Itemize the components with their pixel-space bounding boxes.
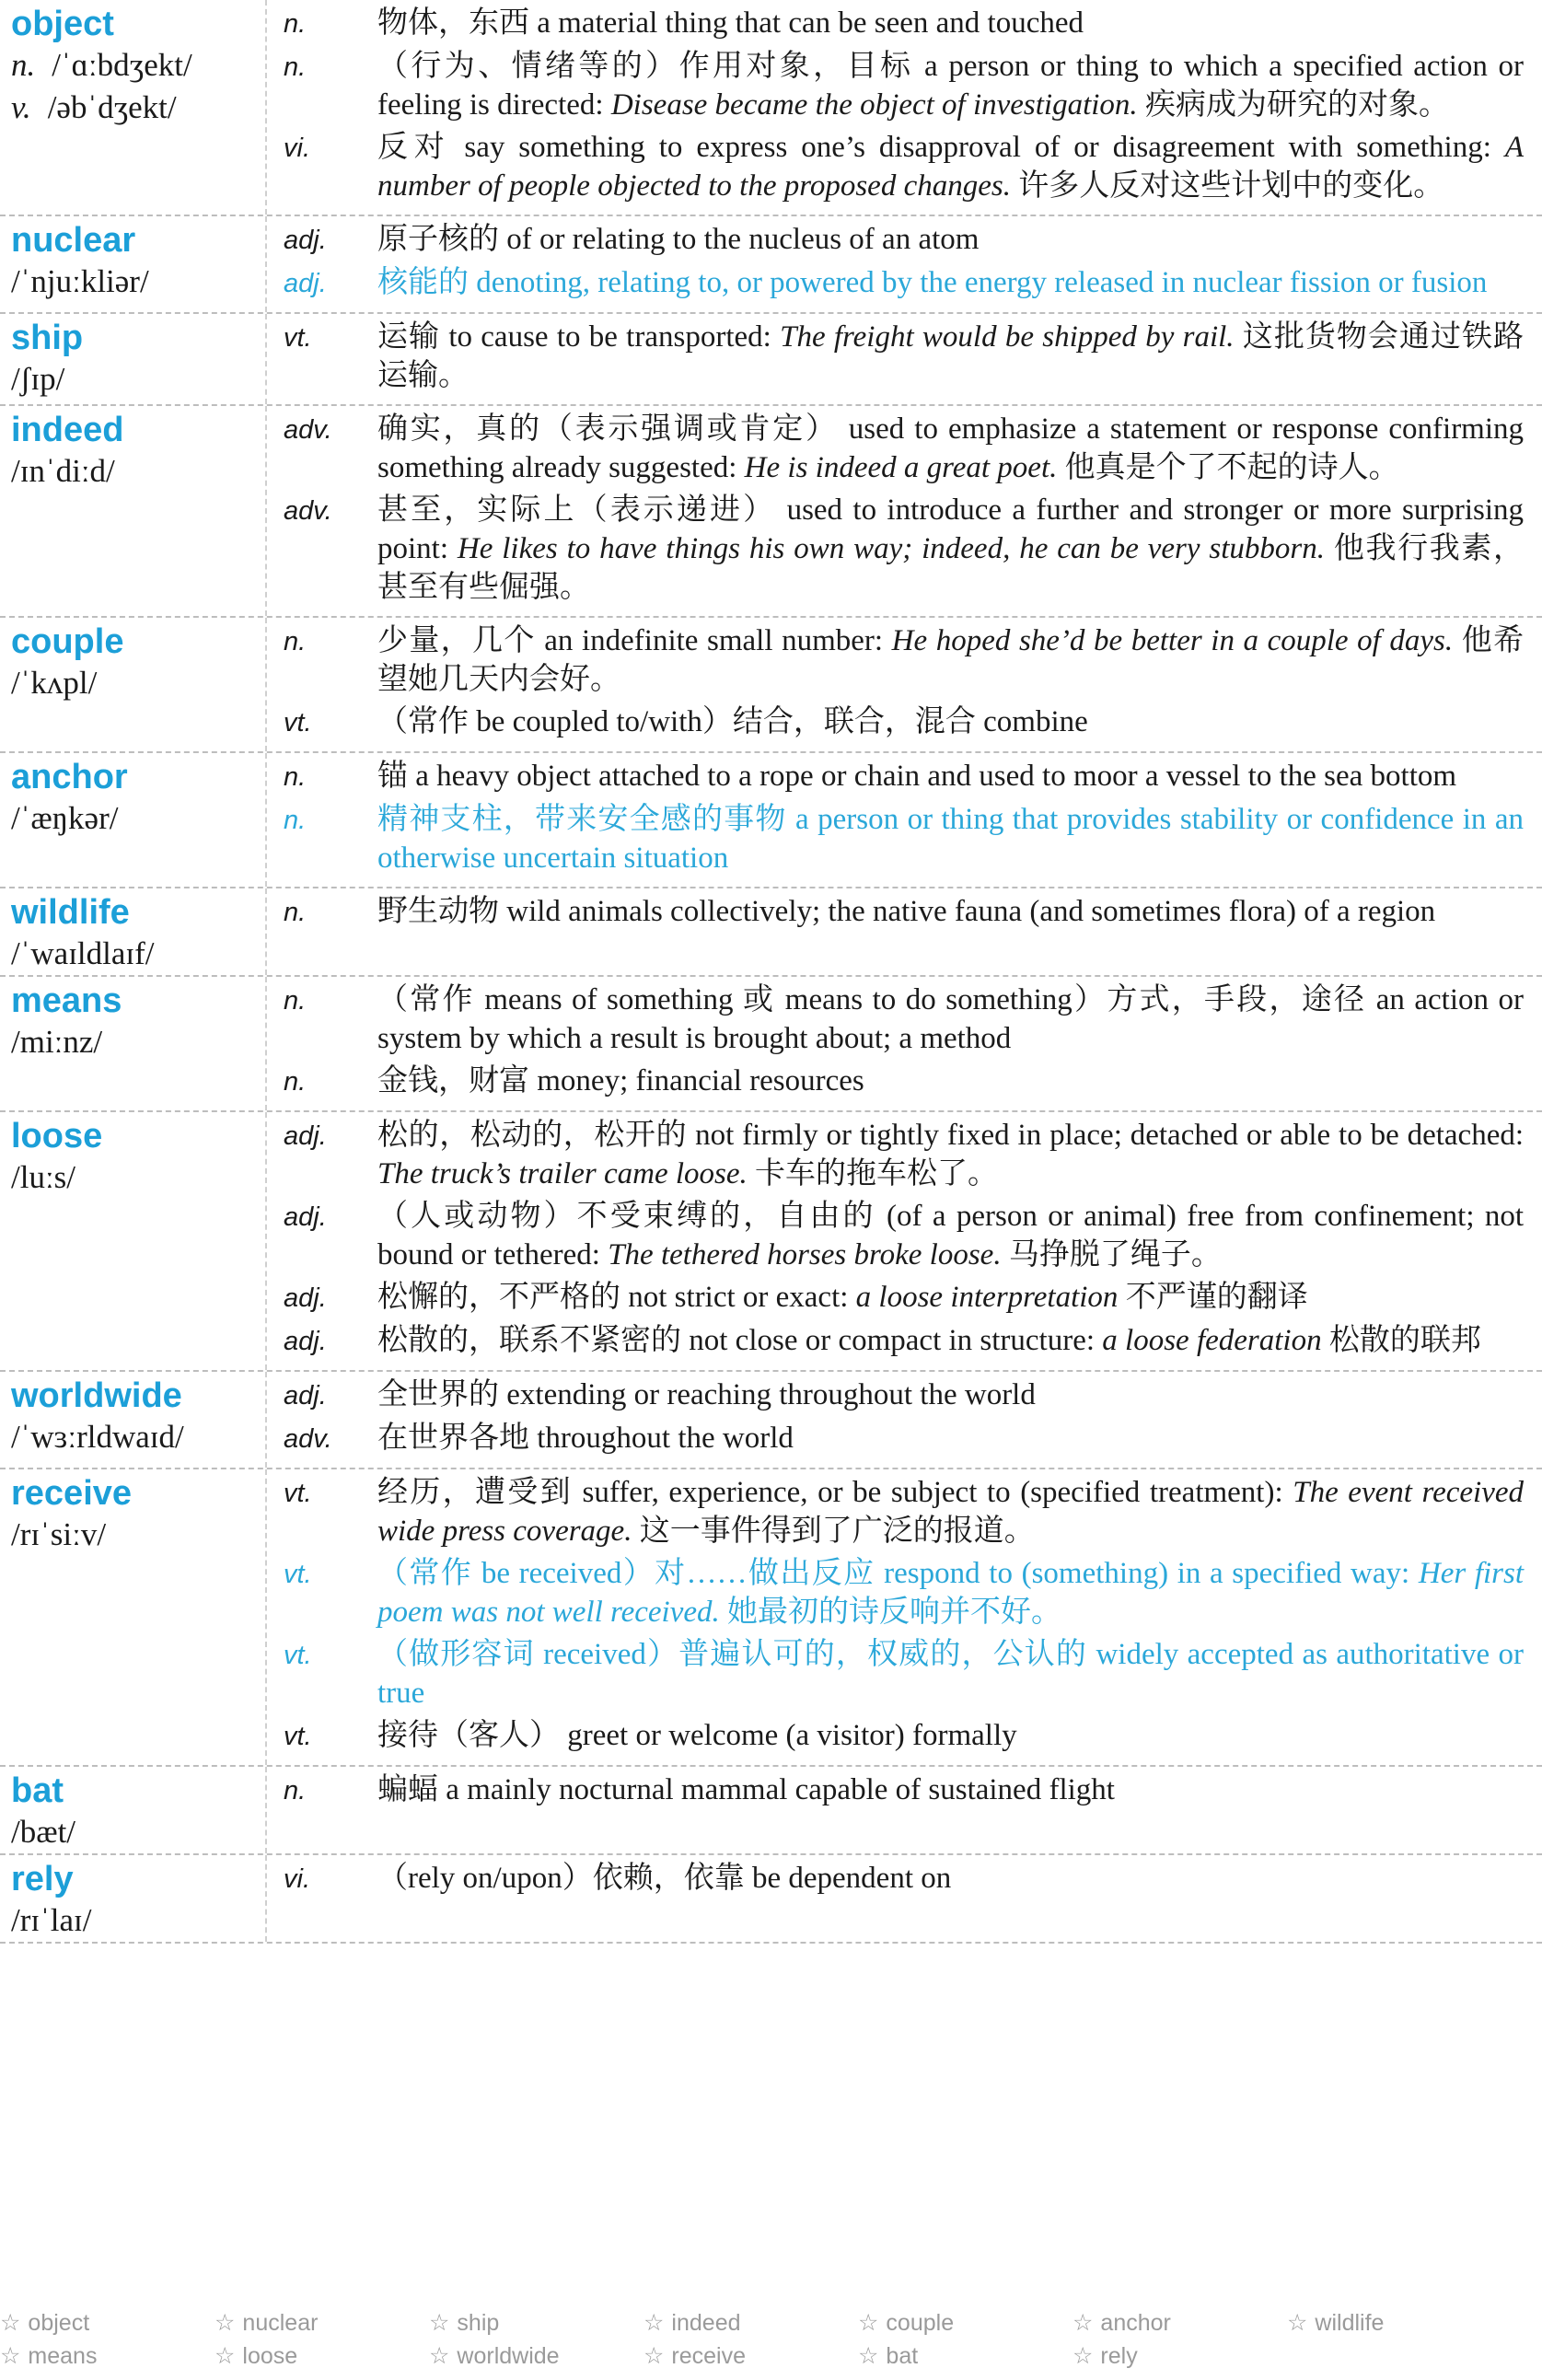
example-sentence: The tethered horses broke loose. [608, 1238, 1002, 1271]
entry-nuclear [0, 216, 1542, 314]
definition [377, 892, 1524, 932]
footer-word: indeed [671, 2310, 741, 2336]
example-translation: 他真是个了不起的诗人。 [1064, 451, 1399, 484]
sense [284, 1278, 1524, 1318]
headword-column [0, 406, 267, 616]
senses-list [267, 618, 1542, 751]
example-translation: 这批货物会通过铁路运输。 [377, 320, 1525, 392]
definition-zh: 松懈的，不严格的 [377, 1281, 620, 1314]
entry-means [0, 977, 1542, 1112]
star-icon: ☆ [0, 2343, 21, 2369]
sense [284, 1062, 1524, 1101]
part-of-speech: vt. [284, 1641, 312, 1670]
definition-zh: （做形容词 received）普遍认可的，权威的，公认的 [377, 1638, 1088, 1671]
definition-en: combine [983, 705, 1088, 738]
part-of-speech: adj. [284, 1327, 327, 1356]
phonetic-ipa: /ˈkʌpl/ [11, 665, 98, 701]
phonetic [11, 933, 265, 975]
definition [377, 981, 1524, 1058]
example-sentence: The event received wide press coverage. [377, 1476, 1524, 1548]
example-translation: 松散的联邦 [1328, 1324, 1481, 1357]
definition-zh: 金钱，财富 [377, 1064, 529, 1097]
definition [377, 1473, 1524, 1550]
sense [284, 892, 1524, 932]
part-of-speech: vt. [284, 708, 312, 737]
headword: couple [11, 622, 124, 661]
definition [377, 4, 1524, 43]
star-icon: ☆ [429, 2343, 450, 2369]
headword: bat [11, 1771, 64, 1810]
definition-en: to cause to be transported: [448, 320, 771, 354]
footer-word-link[interactable] [214, 2306, 429, 2339]
example-sentence: Disease became the object of investigation. [610, 88, 1138, 122]
example-sentence: A number of people objected to the proposed changes. [377, 131, 1524, 203]
senses-list [267, 1112, 1542, 1370]
sense [284, 1554, 1524, 1631]
headword-column [0, 977, 267, 1110]
entry-indeed [0, 406, 1542, 618]
definition-en: wild animals collectively; the native fauna (and sometimes flora) of a region [506, 895, 1436, 928]
definition-zh: 核能的 [377, 266, 469, 299]
senses-list [267, 1855, 1542, 1942]
footer-word-link[interactable] [429, 2306, 643, 2339]
part-of-speech: adj. [284, 1202, 327, 1232]
definition-zh: 野生动物 [377, 895, 499, 928]
definition [377, 263, 1524, 303]
phonetic-ipa: /ˈnjuːkliər/ [11, 263, 149, 299]
definition [377, 1716, 1524, 1756]
headword-column [0, 618, 267, 751]
definition [377, 47, 1524, 124]
example-sentence: The truck’s trailer came loose. [377, 1157, 748, 1190]
part-of-speech: vi. [284, 1864, 310, 1894]
footer-word-link[interactable] [1072, 2339, 1287, 2373]
star-icon: ☆ [214, 2310, 236, 2336]
example-translation: 他希望她几天内会好。 [377, 624, 1525, 696]
sense [284, 1635, 1524, 1712]
phonetic [11, 1156, 265, 1199]
part-of-speech: adj. [284, 1381, 327, 1411]
headword: ship [11, 319, 84, 357]
phonetic [11, 450, 265, 493]
sense [284, 981, 1524, 1058]
headword: wildlife [11, 893, 130, 932]
definition-zh: 接待（客人） [377, 1719, 560, 1752]
star-icon: ☆ [1072, 2310, 1094, 2336]
definition-en: a heavy object attached to a rope or chain and used to moor a vessel to the sea bottom [415, 760, 1457, 793]
phonetic-ipa: /ɪnˈdiːd/ [11, 453, 115, 489]
definition-en: not strict or exact: [628, 1281, 849, 1314]
footer-word-link[interactable] [643, 2339, 858, 2373]
headword: worldwide [11, 1376, 182, 1415]
footer-word: ship [457, 2310, 500, 2336]
definition-en: a material thing that can be seen and touched [537, 6, 1084, 40]
senses-list [267, 1767, 1542, 1853]
sense [284, 702, 1524, 742]
part-of-speech: vt. [284, 1560, 312, 1589]
phonetic-ipa: /miːnz/ [11, 1024, 103, 1060]
phonetic-ipa: /ˈæŋkər/ [11, 800, 119, 836]
part-of-speech: n. [284, 9, 307, 39]
senses-list [267, 977, 1542, 1110]
definition [377, 318, 1524, 395]
footer-word: rely [1100, 2343, 1138, 2369]
part-of-speech: adj. [284, 226, 327, 255]
star-icon: ☆ [214, 2343, 236, 2369]
sense [284, 263, 1524, 303]
definition [377, 1197, 1524, 1274]
part-of-speech: vt. [284, 323, 312, 353]
headword-column [0, 0, 267, 215]
phonetic-pos: v. [11, 89, 31, 125]
definition-en: of or relating to the nucleus of an atom [506, 223, 980, 256]
footer-word: worldwide [457, 2343, 560, 2369]
headword: rely [11, 1860, 74, 1898]
phonetic-ipa: /ʃɪp/ [11, 361, 65, 397]
definition-en: suffer, experience, or be subject to (specified treatment): [582, 1476, 1283, 1509]
definition-en: widely accepted as authoritative or true [377, 1638, 1525, 1710]
phonetic-ipa: /rɪˈlaɪ/ [11, 1902, 92, 1938]
sense [284, 128, 1524, 205]
footer-word: nuclear [242, 2310, 319, 2336]
part-of-speech: n. [284, 806, 307, 835]
star-icon: ☆ [643, 2310, 665, 2336]
phonetic [11, 358, 265, 401]
footer-word-link[interactable] [0, 2339, 214, 2373]
definition-zh: 确实，真的（表示强调或肯定） [377, 412, 839, 446]
footer-word-link[interactable] [1072, 2306, 1287, 2339]
example-sentence: a loose federation [1102, 1324, 1322, 1357]
sense [284, 621, 1524, 699]
definition [377, 1278, 1524, 1318]
phonetic [11, 87, 265, 129]
example-sentence: The freight would be shipped by rail. [780, 320, 1235, 354]
example-translation: 马挣脱了绳子。 [1008, 1238, 1222, 1271]
definition-en: used to introduce a further and stronger or more surprising point: [377, 493, 1524, 565]
footer-row [0, 2339, 1542, 2373]
footer-word-link[interactable] [0, 2306, 214, 2339]
star-icon: ☆ [643, 2343, 665, 2369]
definition-zh: 甚至，实际上（表示递进） [377, 493, 777, 527]
definition [377, 757, 1524, 796]
definition-zh: 松的，松动的，松开的 [377, 1119, 688, 1152]
definition [377, 491, 1524, 607]
definition-en: say something to express one’s disapproval of or disagreement with something: [464, 131, 1491, 164]
definition-zh: 经历，遭受到 [377, 1476, 573, 1509]
entry-couple [0, 618, 1542, 753]
definition [377, 410, 1524, 487]
star-icon: ☆ [1287, 2310, 1308, 2336]
definition-zh: 精神支柱，带来安全感的事物 [377, 803, 787, 836]
definition-en: used to emphasize a statement or response confirming something already suggested: [377, 412, 1525, 484]
footer-word: wildlife [1315, 2310, 1385, 2336]
definition-en: a person or thing to which a specified action or feeling is directed: [377, 50, 1525, 122]
senses-list [267, 314, 1542, 404]
definition-zh: （人或动物）不受束缚的，自由的 [377, 1200, 876, 1233]
footer-word: anchor [1100, 2310, 1171, 2336]
headword-column [0, 1372, 267, 1468]
definition [377, 1419, 1524, 1458]
definition-zh: 在世界各地 [377, 1422, 529, 1455]
definition-en: be dependent on [751, 1862, 952, 1895]
senses-list [267, 1372, 1542, 1468]
footer-word: means [28, 2343, 98, 2369]
phonetic-ipa: /ˈwaɪldlaɪf/ [11, 935, 155, 971]
definition-zh: 蝙蝠 [377, 1773, 438, 1806]
definition-zh: 反对 [377, 131, 451, 164]
definition [377, 1062, 1524, 1101]
entry-rely [0, 1855, 1542, 1944]
senses-list [267, 0, 1542, 215]
definition-zh: （常作 means of something 或 means to do something）方式，手段，途径 [377, 983, 1367, 1016]
definition [377, 1770, 1524, 1810]
sense [284, 1859, 1524, 1898]
definition [377, 621, 1524, 699]
definition-en: denoting, relating to, or powered by the energy released in nuclear fission or fusion [476, 266, 1488, 299]
definition-en: throughout the world [537, 1422, 794, 1455]
definition-zh: 少量，几个 [377, 624, 536, 657]
definition [377, 1554, 1524, 1631]
definition-en: not close or compact in structure: [689, 1324, 1096, 1357]
phonetic-ipa: /luːs/ [11, 1159, 76, 1195]
example-translation: 他我行我素，甚至有些倔强。 [377, 532, 1525, 604]
phonetic [11, 1899, 265, 1942]
example-translation: 她最初的诗反响并不好。 [727, 1596, 1062, 1629]
phonetic-pos: n. [11, 47, 36, 83]
definition-zh: 原子核的 [377, 223, 499, 256]
entry-wildlife [0, 888, 1542, 977]
part-of-speech: n. [284, 986, 307, 1016]
phonetic [11, 662, 265, 704]
sense [284, 410, 1524, 487]
entry-ship [0, 314, 1542, 406]
phonetic [11, 1416, 265, 1458]
definition [377, 1859, 1524, 1898]
entry-receive [0, 1469, 1542, 1767]
definition [377, 128, 1524, 205]
definition-en: respond to (something) in a specified way: [884, 1557, 1410, 1590]
entry-worldwide [0, 1372, 1542, 1469]
definition-zh: （常作 be coupled to/with）结合，联合，混合 [377, 705, 976, 738]
part-of-speech: vi. [284, 134, 310, 163]
definition-en: a person or thing that provides stability or confidence in an otherwise uncertain situation [377, 803, 1525, 875]
definition-en: extending or reaching throughout the world [506, 1378, 1036, 1411]
part-of-speech: n. [284, 52, 307, 82]
definition-zh: 物体，东西 [377, 6, 529, 40]
definition-en: money; financial resources [537, 1064, 864, 1097]
footer-word-link[interactable] [1287, 2306, 1501, 2339]
part-of-speech: n. [284, 1776, 307, 1805]
example-translation: 卡车的拖车松了。 [755, 1157, 999, 1190]
headword-column [0, 216, 267, 312]
headword: receive [11, 1474, 133, 1513]
sense [284, 1197, 1524, 1274]
entry-bat [0, 1767, 1542, 1855]
part-of-speech: adv. [284, 415, 332, 445]
headword: nuclear [11, 221, 136, 260]
definition-zh: 全世界的 [377, 1378, 499, 1411]
headword-column [0, 1112, 267, 1370]
entry-loose [0, 1112, 1542, 1372]
example-sentence: He hoped she’d be better in a couple of days. [891, 624, 1454, 657]
entry-object [0, 0, 1542, 216]
headword: anchor [11, 758, 128, 796]
entry-anchor [0, 753, 1542, 888]
part-of-speech: n. [284, 898, 307, 927]
example-translation: 不严谨的翻译 [1125, 1281, 1308, 1314]
headword-column [0, 888, 267, 975]
footer-word: loose [242, 2343, 298, 2369]
definition-en: greet or welcome (a visitor) formally [567, 1719, 1017, 1752]
definition-en: not firmly or tightly fixed in place; detached or able to be detached: [695, 1119, 1525, 1152]
definition-zh: 松散的，联系不紧密的 [377, 1324, 681, 1357]
phonetic [11, 1514, 265, 1556]
senses-list [267, 888, 1542, 975]
definition-zh: 运输 [377, 320, 441, 354]
sense [284, 220, 1524, 260]
headword-column [0, 1469, 267, 1765]
footer-word: object [28, 2310, 90, 2336]
footer-row [0, 2306, 1542, 2339]
definition [377, 1116, 1524, 1193]
sense [284, 757, 1524, 796]
senses-list [267, 216, 1542, 312]
sense [284, 1716, 1524, 1756]
definition-zh: （rely on/upon）依赖，依靠 [377, 1862, 745, 1895]
definition-zh: （行为、情绪等的）作用对象，目标 [377, 50, 914, 83]
sense [284, 1770, 1524, 1810]
example-sentence: He is indeed a great poet. [744, 451, 1058, 484]
example-sentence: Her first poem was not well received. [377, 1557, 1525, 1629]
definition [377, 1321, 1524, 1361]
sense [284, 800, 1524, 877]
sense [284, 1116, 1524, 1193]
word-index-footer [0, 2306, 1542, 2373]
part-of-speech: adv. [284, 496, 332, 526]
phonetic [11, 44, 265, 87]
sense [284, 1321, 1524, 1361]
definition-en: (of a person or animal) free from confinement; not bound or tethered: [377, 1200, 1525, 1271]
senses-list [267, 406, 1542, 616]
phonetic [11, 1021, 265, 1063]
sense [284, 1473, 1524, 1550]
definition-en: an action or system by which a result is brought about; a method [377, 983, 1524, 1055]
headword: indeed [11, 411, 124, 449]
phonetic-ipa: /ˈwɜːrldwaɪd/ [11, 1419, 184, 1455]
definition [377, 1635, 1524, 1712]
sense [284, 491, 1524, 607]
part-of-speech: adj. [284, 1283, 327, 1313]
headword: loose [11, 1117, 103, 1155]
footer-word-link[interactable] [858, 2306, 1072, 2339]
senses-list [267, 1469, 1542, 1765]
phonetic-ipa: /rɪˈsiːv/ [11, 1516, 107, 1552]
example-translation: 许多人反对这些计划中的变化。 [1018, 169, 1444, 203]
footer-word: receive [671, 2343, 747, 2369]
example-sentence: a loose interpretation [855, 1281, 1119, 1314]
definition-en: an indefinite small number: [544, 624, 884, 657]
star-icon: ☆ [429, 2310, 450, 2336]
definition-en: a mainly nocturnal mammal capable of sustained flight [446, 1773, 1115, 1806]
headword-column [0, 1855, 267, 1942]
part-of-speech: vt. [284, 1722, 312, 1751]
definition [377, 702, 1524, 742]
part-of-speech: n. [284, 762, 307, 792]
definition [377, 800, 1524, 877]
example-sentence: He likes to have things his own way; indeed, he can be very stubborn. [457, 532, 1326, 565]
headword-column [0, 314, 267, 404]
sense [284, 4, 1524, 43]
star-icon: ☆ [0, 2310, 21, 2336]
headword: means [11, 981, 122, 1020]
part-of-speech: adj. [284, 269, 327, 298]
phonetic-ipa: /ˈɑːbdʒekt/ [52, 47, 192, 83]
example-translation: 疾病成为研究的对象。 [1144, 88, 1449, 122]
footer-word-link[interactable] [214, 2339, 429, 2373]
footer-word: couple [886, 2310, 955, 2336]
definition-zh: 锚 [377, 760, 408, 793]
part-of-speech: adv. [284, 1424, 332, 1454]
phonetic-ipa: /bæt/ [11, 1814, 76, 1850]
definition [377, 1376, 1524, 1415]
part-of-speech: n. [284, 1067, 307, 1097]
part-of-speech: n. [284, 627, 307, 656]
sense [284, 1376, 1524, 1415]
footer-word-link[interactable] [858, 2339, 1072, 2373]
footer-word: bat [886, 2343, 919, 2369]
part-of-speech: adj. [284, 1121, 327, 1151]
definition [377, 220, 1524, 260]
headword: object [11, 5, 114, 43]
footer-word-link[interactable] [429, 2339, 643, 2373]
sense [284, 1419, 1524, 1458]
part-of-speech: vt. [284, 1479, 312, 1508]
headword-column [0, 753, 267, 887]
star-icon: ☆ [858, 2310, 879, 2336]
phonetic-ipa: /əbˈdʒekt/ [47, 89, 177, 125]
sense [284, 318, 1524, 395]
phonetic [11, 797, 265, 840]
footer-word-link[interactable] [643, 2306, 858, 2339]
phonetic [11, 1811, 265, 1853]
sense [284, 47, 1524, 124]
star-icon: ☆ [1072, 2343, 1094, 2369]
definition-zh: （常作 be received）对……做出反应 [377, 1557, 875, 1590]
star-icon: ☆ [858, 2343, 879, 2369]
phonetic [11, 261, 265, 303]
example-translation: 这一事件得到了广泛的报道。 [639, 1515, 1035, 1548]
senses-list [267, 753, 1542, 887]
headword-column [0, 1767, 267, 1853]
